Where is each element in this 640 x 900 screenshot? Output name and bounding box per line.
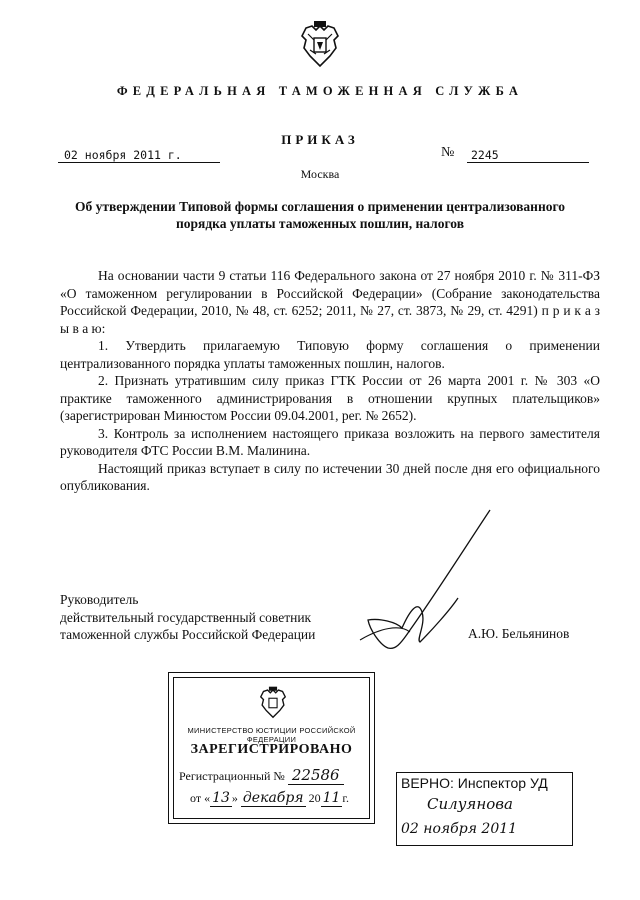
body-paragraph-item-1: 1. Утвердить прилагаемую Типовую форму соглашения о применении централизованного порядка уплаты таможенных пошлин, налогов.: [60, 338, 600, 371]
body-paragraph-item-2: 2. Признать утратившим силу приказ ГТК России от 26 марта 2001 г. № 303 «О практике таможенного администрирования в отношении крупных плательщиков» (зарегистрирован Минюстом России 09.04.2001, рег. № 2652).: [60, 373, 600, 423]
city: Москва: [300, 167, 340, 181]
order-date: 02 ноября 2011 г.: [58, 148, 220, 163]
cert-date: 02 ноября 2011: [401, 821, 518, 837]
order-number: 2245: [467, 148, 589, 163]
order-title: ПРИКАЗ: [281, 132, 359, 147]
stamp-date-prefix: от: [190, 791, 202, 805]
stamp-date-day: 13: [212, 790, 230, 806]
cert-label: ВЕРНО: Инспектор УД: [401, 775, 548, 791]
signatory-title-line-2: действительный государственный советник: [60, 609, 312, 625]
certification-stamp: [396, 772, 573, 846]
stamp-ministry: МИНИСТЕРСТВО ЮСТИЦИИ РОССИЙСКОЙ ФЕДЕРАЦИИ: [187, 726, 356, 744]
signatory-title-line-1: Руководитель: [60, 592, 139, 607]
stamp-reg-label: Регистрационный №: [179, 769, 285, 783]
stamp-status: ЗАРЕГИСТРИРОВАНО: [190, 742, 353, 757]
order-number-label: №: [441, 145, 455, 160]
registration-stamp: [168, 672, 375, 824]
body-paragraph-preamble: На основании части 9 статьи 116 Федерального закона от 27 ноября 2010 г. № 311-ФЗ «О таможенном регулировании в Российской Федерации» (Собрание законодательства Российской Федерации, 2010, № 48, ст. 6252; 2011, № 27, ст. 3873, № 29, ст. 4291) п р и к а з ы в а ю:: [60, 268, 600, 336]
stamp-registration-line: [179, 766, 359, 784]
cert-signature: Силуянова: [427, 795, 513, 813]
body-paragraph-effective: Настоящий приказ вступает в силу по истечении 30 дней после дня его официального опубликования.: [60, 460, 600, 493]
order-body: [60, 267, 600, 495]
signatory-title: [60, 591, 315, 644]
agency-name: ФЕДЕРАЛЬНАЯ ТАМОЖЕННАЯ СЛУЖБА: [116, 84, 524, 98]
signer-name: А.Ю. Бельянинов: [468, 626, 570, 641]
stamp-emblem-icon: [258, 686, 288, 720]
order-subject: Об утверждении Типовой формы соглашения о применении централизованного порядка уплаты таможенных пошлин, налогов: [74, 199, 566, 231]
stamp-date-month: декабря: [242, 790, 304, 806]
coat-of-arms-emblem-icon: [298, 20, 342, 70]
stamp-reg-number: 22586: [288, 766, 344, 785]
signatory-title-line-3: таможенной службы Российской Федерации: [60, 627, 316, 642]
body-paragraph-item-3: 3. Контроль за исполнением настоящего приказа возложить на первого заместителя руководителя ФТС России В.М. Малинина.: [60, 425, 600, 458]
stamp-date-year-prefix: 20: [308, 791, 321, 805]
stamp-date-year: 11: [322, 790, 341, 806]
stamp-inner-border: [173, 677, 370, 819]
stamp-date-line: от « 13 » декабря 20 11 г.: [190, 790, 349, 806]
